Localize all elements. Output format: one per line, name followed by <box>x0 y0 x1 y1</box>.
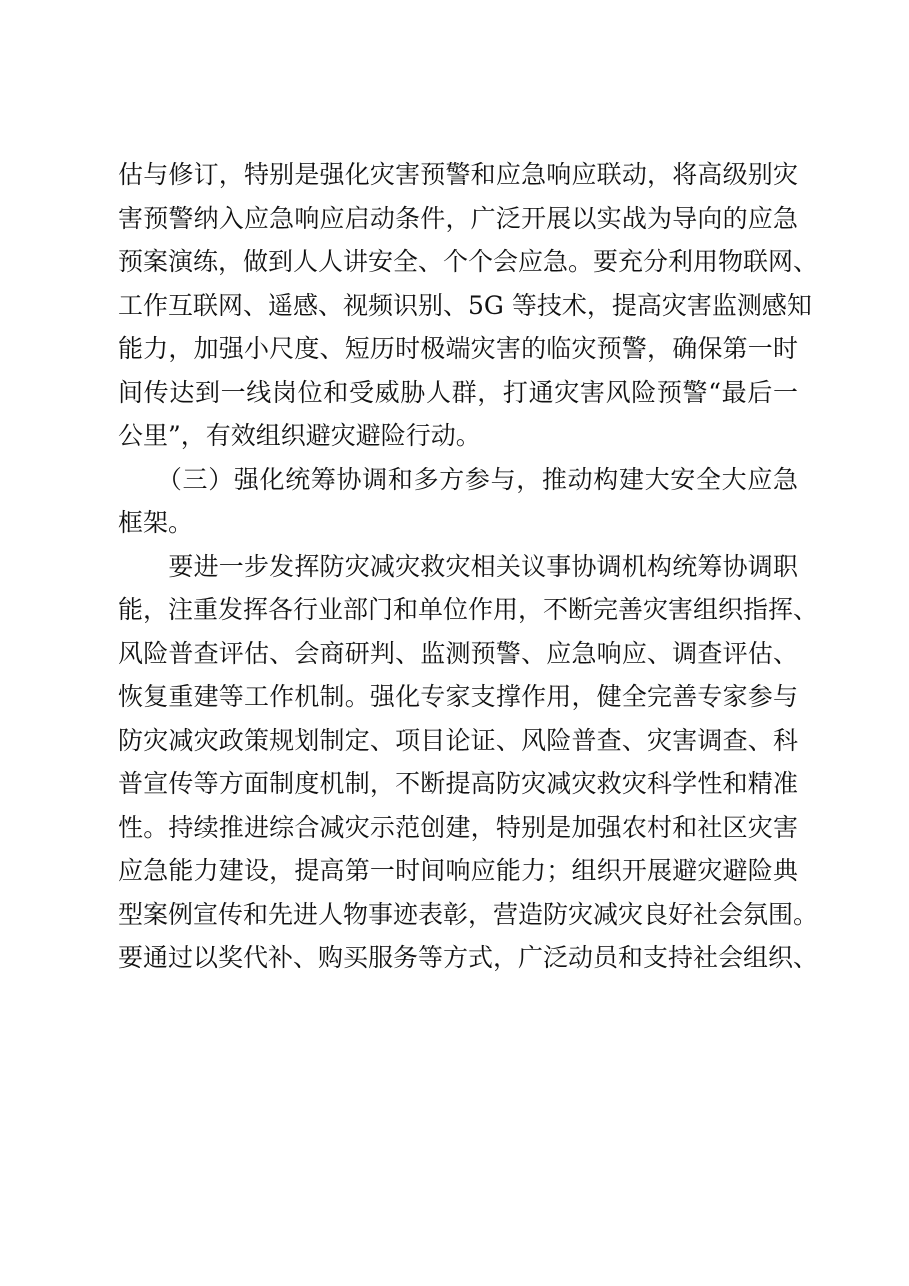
text-line: 防灾减灾政策规划制定、项目论证、风险普查、灾害调查、科 <box>118 725 798 755</box>
document-body <box>118 153 819 980</box>
text-line: 型案例宣传和先进人物事迹表彰，营造防灾减灾良好社会氛围。 <box>118 899 819 929</box>
text-line: 害预警纳入应急响应启动条件，广泛开展以实战为导向的应急 <box>118 203 798 233</box>
text-line: 预案演练，做到人人讲安全、个个会应急。要充分利用物联网、 <box>118 247 819 276</box>
section-heading-line: 框架。 <box>118 508 194 537</box>
text-line: 间传达到一线岗位和受威胁人群，打通灾害风险预警“最后一 <box>118 377 798 407</box>
text-line: 公里”，有效组织避灾避险行动。 <box>118 421 481 450</box>
text-line: 能，注重发挥各行业部门和单位作用，不断完善灾害组织指挥、 <box>118 595 819 624</box>
text-line: 要通过以奖代补、购买服务等方式，广泛动员和支持社会组织、 <box>118 943 819 972</box>
text-line: 工作互联网、遥感、视频识别、5G 等技术，提高灾害监测感知 <box>118 290 812 320</box>
text-line: 应急能力建设，提高第一时间响应能力；组织开展避灾避险典 <box>118 856 798 885</box>
text-line: 恢复重建等工作机制。强化专家支撑作用，健全完善专家参与 <box>118 682 798 711</box>
text-line: 估与修订，特别是强化灾害预警和应急响应联动，将高级别灾 <box>118 160 798 189</box>
text-line: 能力，加强小尺度、短历时极端灾害的临灾预警，确保第一时 <box>118 334 798 363</box>
text-line: 性。持续推进综合减灾示范创建，特别是加强农村和社区灾害 <box>118 812 798 842</box>
text-line: 要进一步发挥防灾减灾救灾相关议事协调机构统筹协调职 <box>118 551 798 581</box>
text-line: 风险普查评估、会商研判、监测预警、应急响应、调查评估、 <box>118 638 798 668</box>
section-heading-line: （三）强化统筹协调和多方参与，推动构建大安全大应急 <box>118 464 798 494</box>
text-line: 普宣传等方面制度机制，不断提高防灾减灾救灾科学性和精准 <box>118 769 798 798</box>
